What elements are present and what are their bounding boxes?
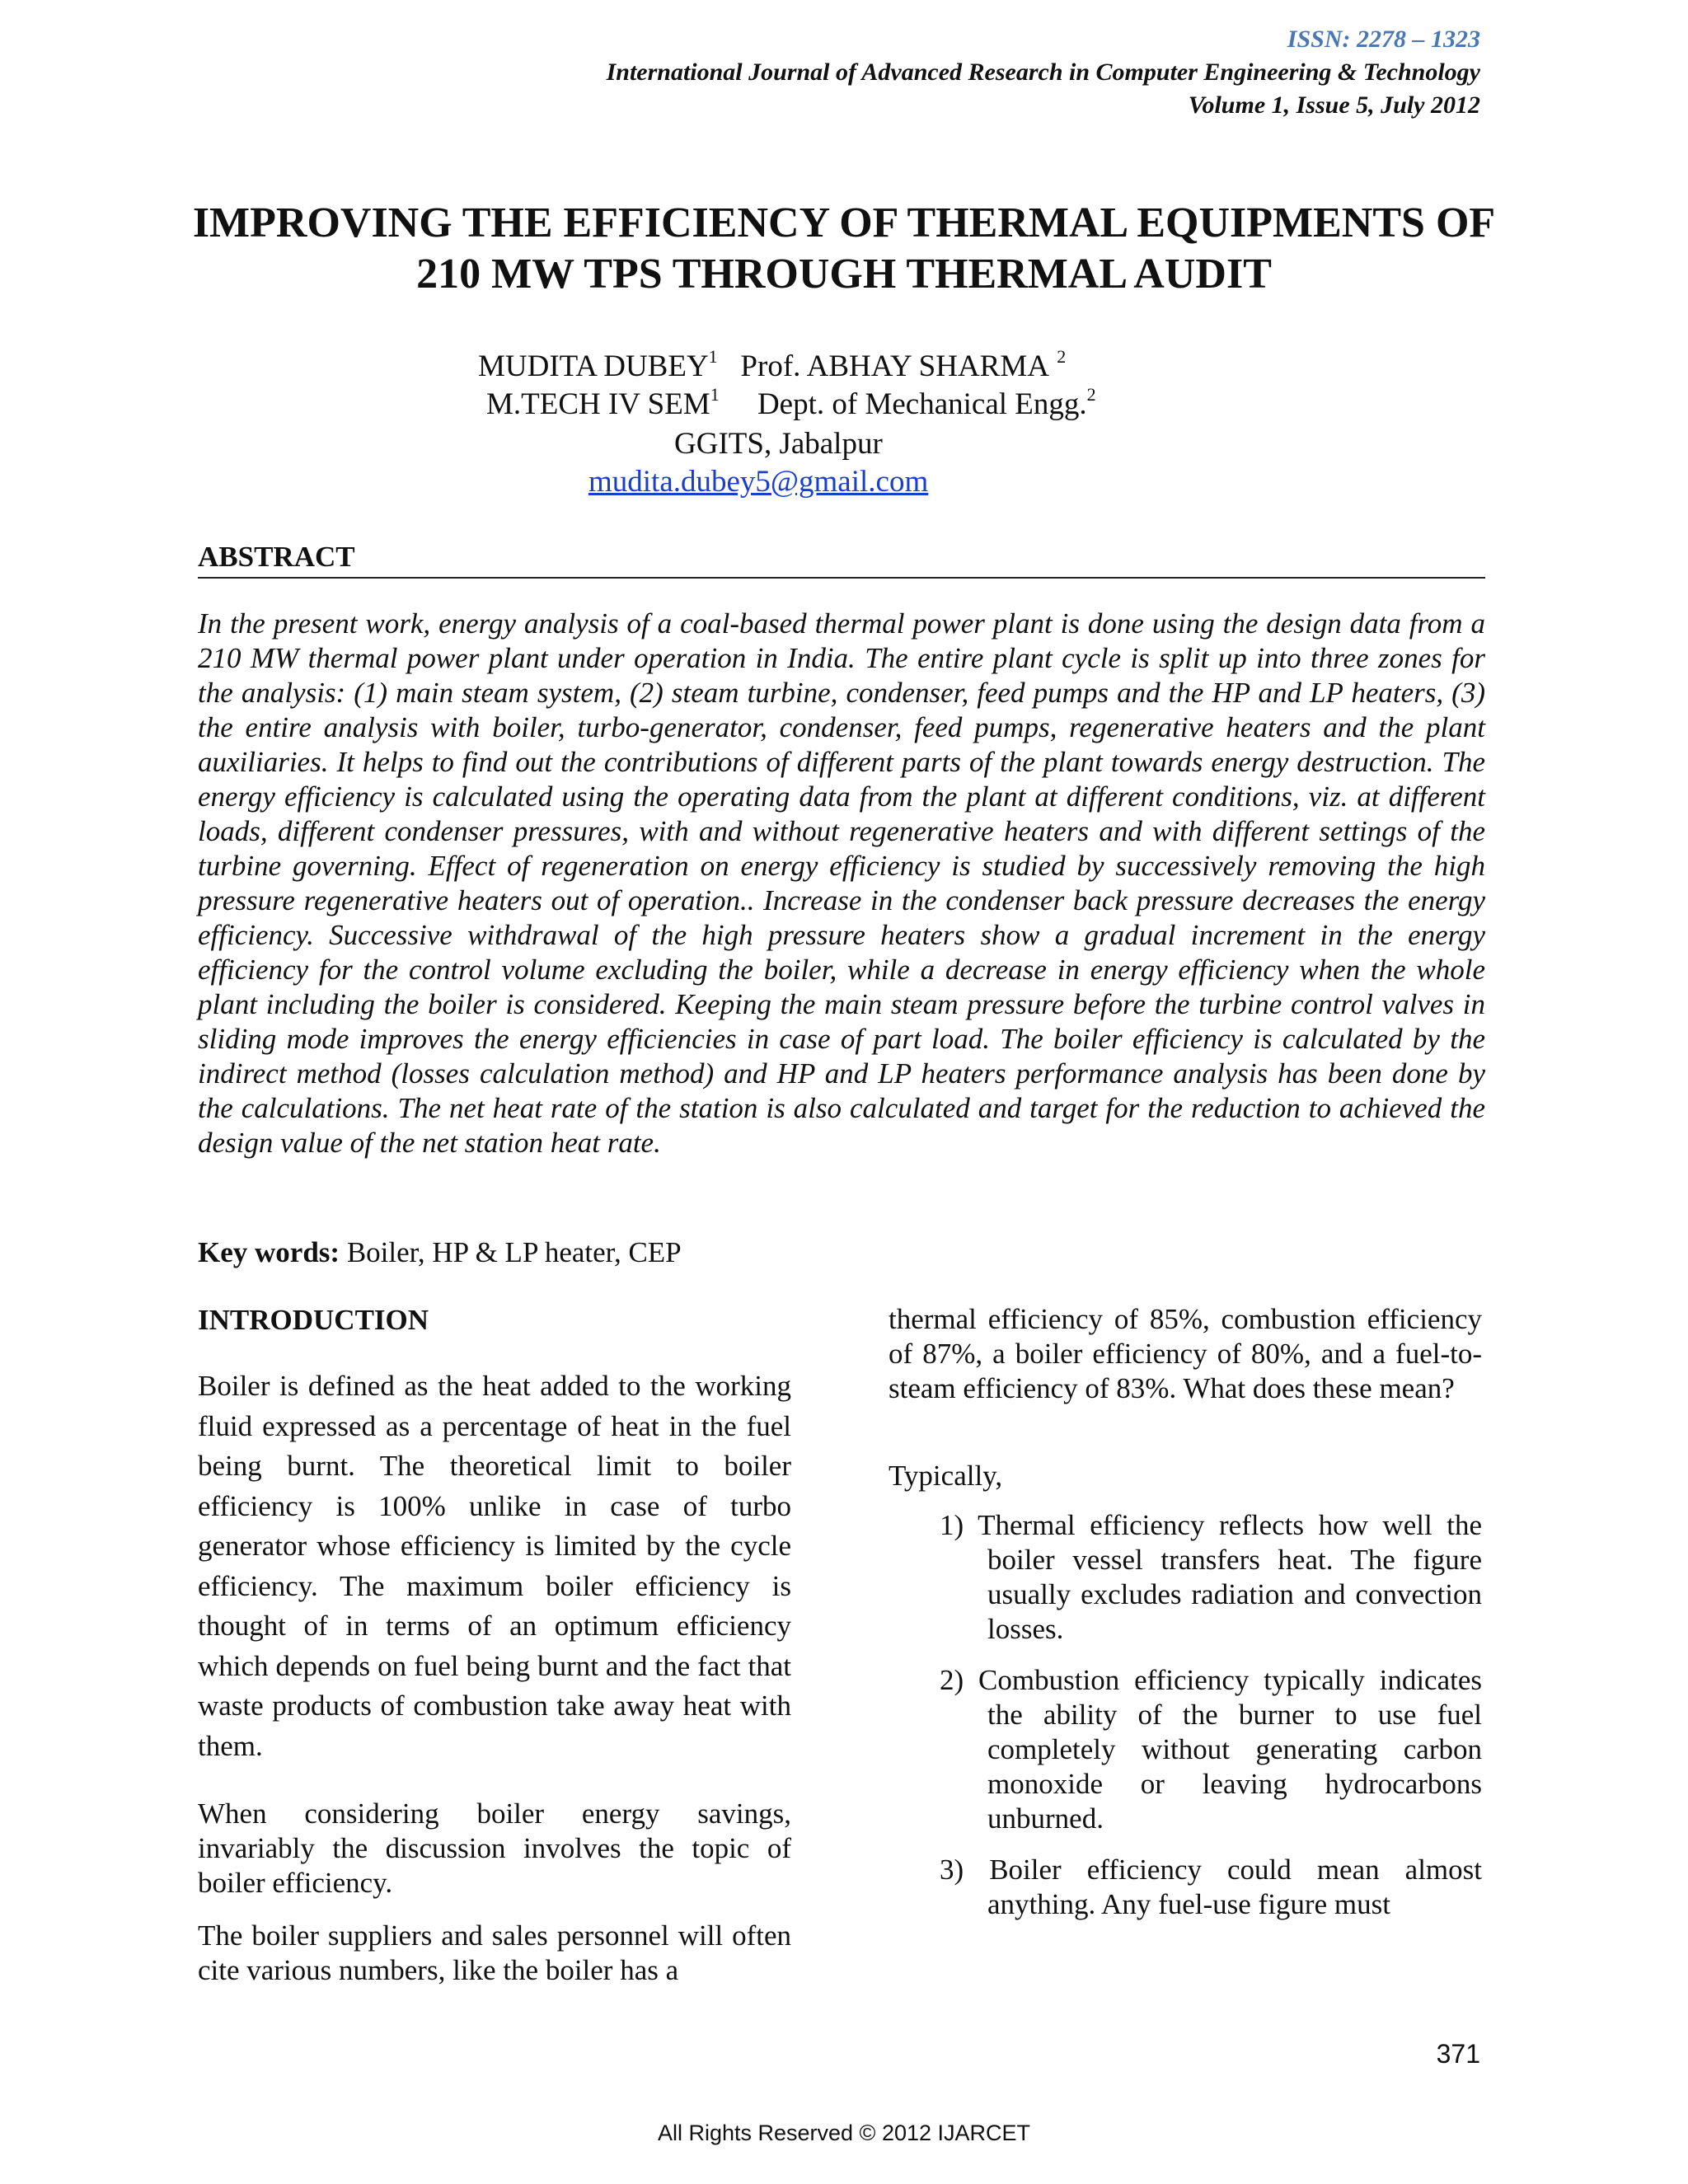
volume-issue: Volume 1, Issue 5, July 2012: [1188, 91, 1480, 119]
intro-paragraph-3: The boiler suppliers and sales personnel will often cite various numbers, like the boiler has a: [198, 1919, 791, 1986]
institution: GGITS, Jabalpur: [674, 427, 883, 461]
author-email-link[interactable]: mudita.dubey5@gmail.com: [588, 465, 929, 499]
abstract-heading: ABSTRACT: [198, 541, 355, 573]
copyright-footer: All Rights Reserved © 2012 IJARCET: [657, 2121, 1031, 2145]
list-item-thermal-efficiency: 1) Thermal efficiency reflects how well the boiler vessel transfers heat. The figure usually excludes radiation and convection losses.: [940, 1509, 1482, 1645]
right-paragraph-1: thermal efficiency of 85%, combustion efficiency of 87%, a boiler efficiency of 80%, and a fuel-to-steam efficiency of 83%. What does these mean?: [889, 1303, 1482, 1404]
list-item-combustion-efficiency: 2) Combustion efficiency typically indicates the ability of the burner to use fuel completely without generating carbon monoxide or leaving hydrocarbons unburned.: [940, 1664, 1482, 1835]
author-2: Prof. ABHAY SHARMA: [740, 349, 1049, 383]
keywords-text: Boiler, HP & LP heater, CEP: [340, 1236, 682, 1268]
author-affiliations: [486, 386, 1096, 424]
author-1: MUDITA DUBEY: [478, 349, 709, 383]
author-2-sup: 2: [1057, 346, 1067, 367]
affiliation-1: M.TECH IV SEM: [486, 387, 710, 421]
keywords-label: Key words:: [198, 1236, 340, 1268]
journal-name: International Journal of Advanced Research in Computer Engineering & Technology: [606, 59, 1480, 86]
list-item-boiler-efficiency: 3) Boiler efficiency could mean almost anything. Any fuel-use figure must: [940, 1854, 1482, 1920]
abstract-body: In the present work, energy analysis of a coal-based thermal power plant is done using the design data from a 210 MW thermal power plant under operation in India. The entire plant cycle is split up into three zones for the analysis: (1) main steam system, (2) steam turbine, condenser, feed pumps and the HP and LP heaters, (3) the entire analysis with boiler, turbo-generator, condenser, feed pumps, regenerative heaters and the plant auxiliaries. It helps to find out the contributions of different parts of the plant towards energy destruction. The energy efficiency is calculated using the operating data from the plant at different conditions, viz. at different loads, different condenser pressures, with and without regenerative heaters and with different settings of the turbine governing. Effect of regeneration on energy efficiency is studied by successively removing the high pressure regenerative heaters out of operation.. Increase in the condenser back pressure decreases the energy efficiency. Successive withdrawal of the high pressure heaters show a gradual increment in the energy efficiency for the control volume excluding the boiler, while a decrease in energy efficiency when the whole plant including the boiler is considered. Keeping the main steam pressure before the turbine control valves in sliding mode improves the energy efficiencies in case of part load. The boiler efficiency is calculated by the indirect method (losses calculation method) and HP and LP heaters performance analysis has been done by the calculations. The net heat rate of the station is also calculated and target for the reduction to achieved the design value of the net station heat rate.: [198, 607, 1485, 1159]
keywords: [198, 1235, 682, 1271]
affiliation-2: Dept. of Mechanical Engg.: [757, 387, 1087, 421]
typically-label: Typically,: [889, 1460, 1003, 1492]
introduction-heading: INTRODUCTION: [198, 1304, 429, 1336]
affiliation-2-sup: 2: [1086, 384, 1096, 405]
affiliation-1-sup: 1: [710, 384, 720, 405]
issn-header: ISSN: 2278 – 1323: [1287, 26, 1480, 53]
intro-paragraph-2: When considering boiler energy savings, invariably the discussion involves the topic of boiler efficiency.: [198, 1797, 791, 1899]
abstract-divider: [198, 577, 1485, 579]
paper-title: IMPROVING THE EFFICIENCY OF THERMAL EQUIPMENTS OF 210 MW TPS THROUGH THERMAL AUDIT: [192, 199, 1496, 298]
author-names: [478, 348, 1066, 386]
intro-paragraph-1: Boiler is defined as the heat added to the working fluid expressed as a percentage of heat in the fuel being burnt. The theoretical limit to boiler efficiency is 100% unlike in case of turbo generator whose efficiency is limited by the cycle efficiency. The maximum boiler efficiency is thought of in terms of an optimum efficiency which depends on fuel being burnt and the fact that waste products of combustion take away heat with them.: [198, 1370, 791, 1762]
author-1-sup: 1: [708, 346, 718, 367]
page-number: 371: [1436, 2039, 1480, 2069]
